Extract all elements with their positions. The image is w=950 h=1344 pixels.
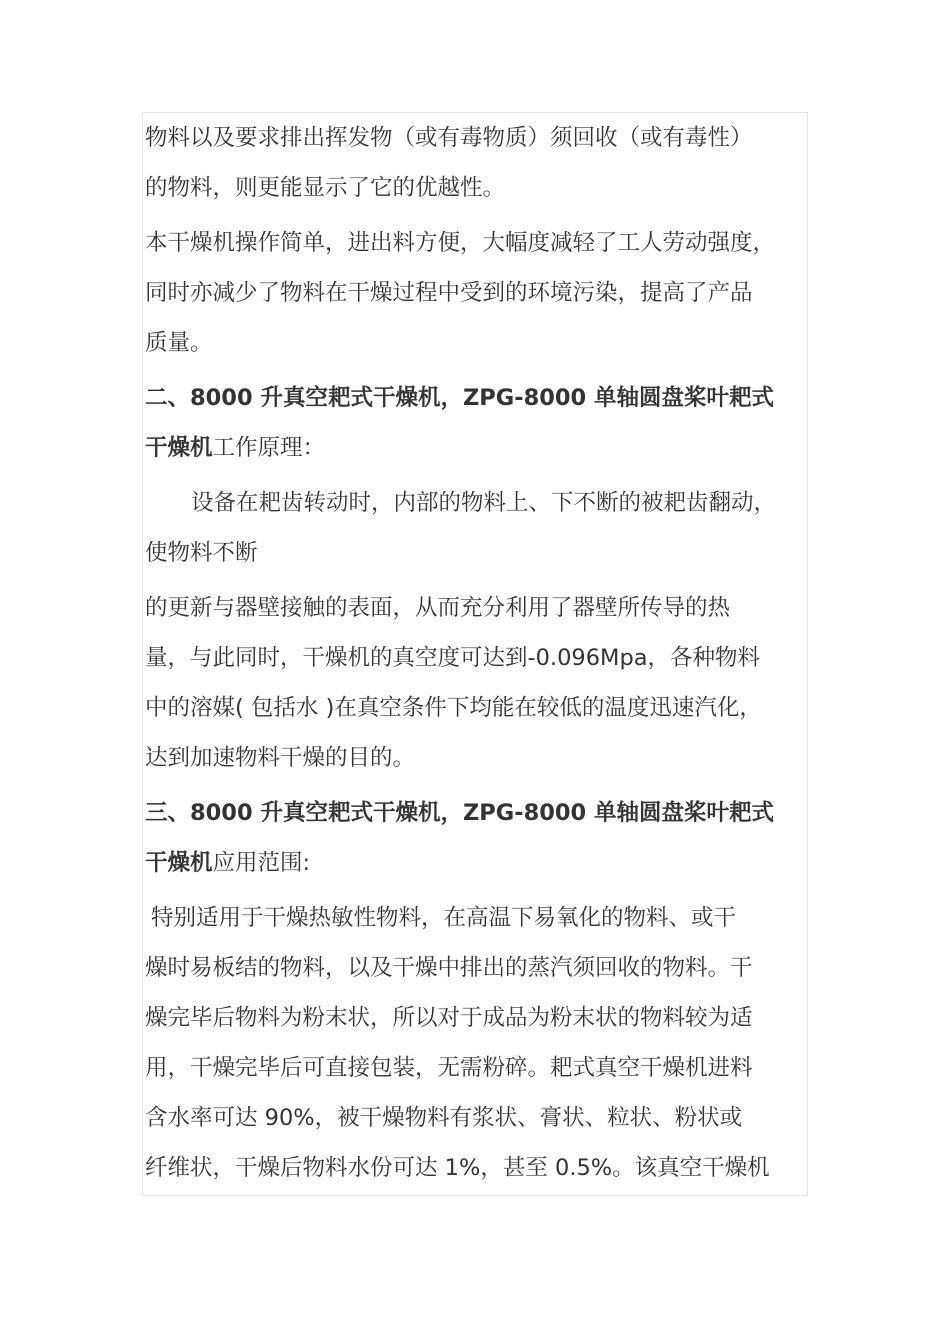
paragraph-principle-start [145, 478, 808, 578]
heading-bold-text: 干燥机 [145, 435, 213, 461]
text-line: 设备在耙齿转动时，内部的物料上、下不断的被耙齿翻动， [191, 490, 777, 516]
text-line: 燥时易板结的物料，以及干燥中排出的蒸汽须回收的物料。干 [145, 955, 753, 981]
text-line: 达到加速物料干燥的目的。 [145, 745, 416, 771]
heading-line: 三、8000 升真空耙式干燥机，ZPG-8000 单轴圆盘桨叶耙式 [145, 800, 775, 826]
text-line: 中的溶媒( 包括水 )在真空条件下均能在较低的温度迅速汽化， [145, 695, 762, 721]
heading-bold-text: 干燥机 [145, 850, 213, 876]
text-line: 的更新与器壁接触的表面，从而充分利用了器壁所传导的热 [145, 595, 731, 621]
section-heading-principle [145, 373, 808, 473]
text-line: 燥完毕后物料为粉末状，所以对于成品为粉末状的物料较为适 [145, 1005, 753, 1031]
text-line: 使物料不断 [145, 540, 258, 566]
text-line: 本干燥机操作简单，进出料方便，大幅度减轻了工人劳动强度， [145, 230, 776, 256]
heading-line [145, 838, 808, 888]
heading-text: 应用范围: [212, 850, 311, 876]
heading-line [145, 423, 808, 473]
text-line: 含水率可达 90%，被干燥物料有浆状、膏状、粒状、粉状或 [145, 1105, 743, 1131]
heading-line: 二、8000 升真空耙式干燥机，ZPG-8000 单轴圆盘桨叶耙式 [145, 385, 775, 411]
text-line: 量，与此同时，干燥机的真空度可达到-0.096Mpa，各种物料 [145, 645, 761, 671]
text-line: 的物料，则更能显示了它的优越性。 [145, 175, 506, 201]
section-heading-application [145, 788, 808, 888]
document-content [145, 113, 808, 1193]
text-line: 特别适用于干燥热敏性物料，在高温下易氧化的物料、或干 [151, 905, 737, 931]
document-page [142, 112, 808, 1196]
text-line: 物料以及要求排出挥发物（或有毒物质）须回收（或有毒性） [145, 125, 753, 151]
text-line: 用，干燥完毕后可直接包装，无需粉碎。耙式真空干燥机进料 [145, 1055, 753, 1081]
paragraph-application [145, 893, 808, 1193]
text-line: 同时亦减少了物料在干燥过程中受到的环境污染，提高了产品 [145, 280, 753, 306]
paragraph-principle-detail [145, 583, 808, 783]
text-line: 纤维状，干燥后物料水份可达 1%，甚至 0.5%。该真空干燥机 [145, 1155, 770, 1181]
paragraph-operation [145, 218, 808, 368]
paragraph-advantages-end [145, 113, 808, 213]
heading-text: 工作原理： [212, 435, 326, 461]
text-line: 质量。 [145, 330, 213, 356]
